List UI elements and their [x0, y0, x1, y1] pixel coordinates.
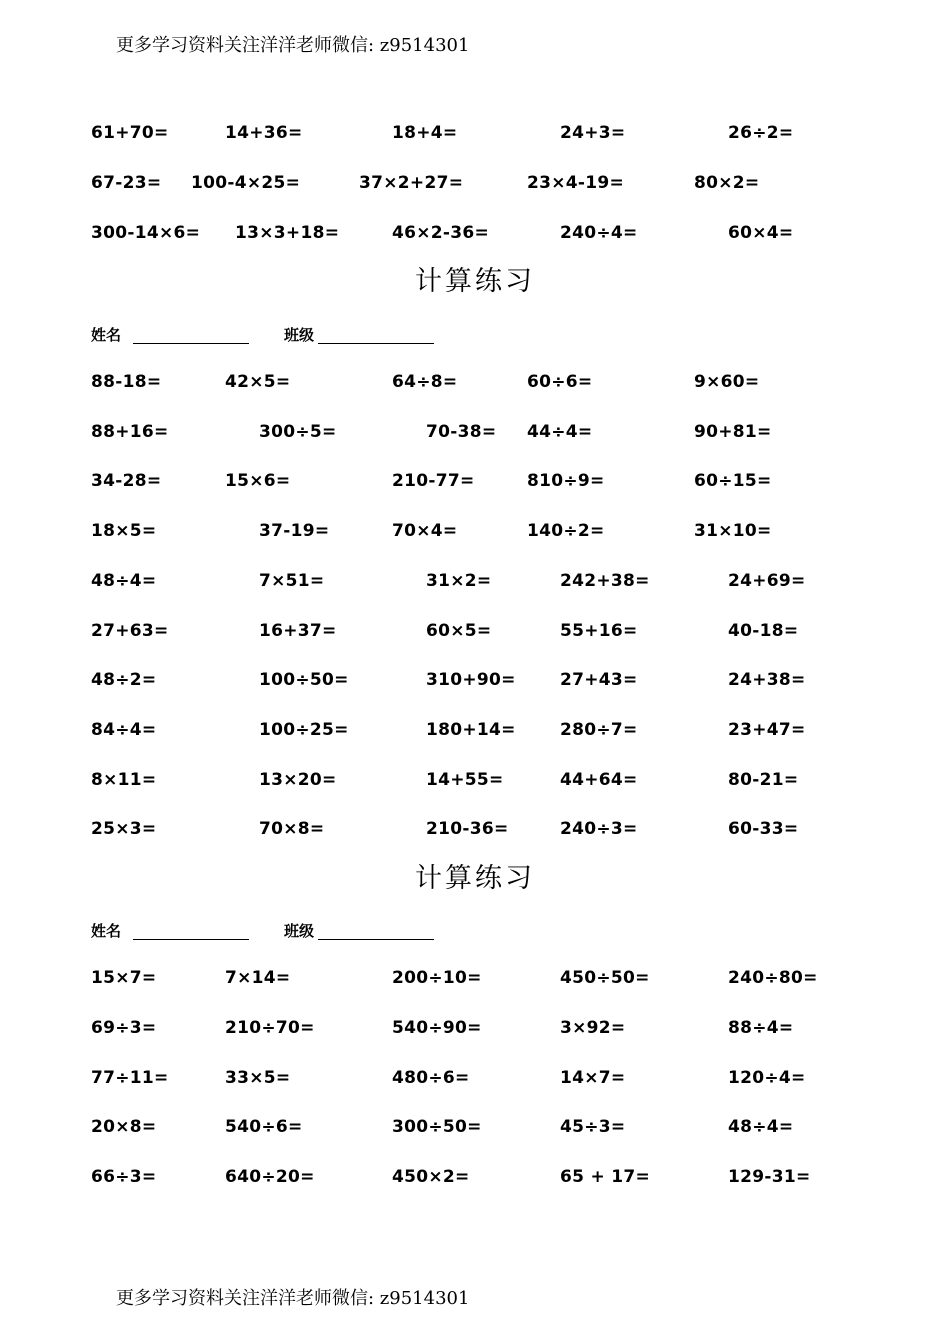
- math-problem: 84÷4=: [91, 719, 157, 740]
- math-problem: 55+16=: [560, 620, 638, 641]
- math-problem: 210-36=: [426, 819, 509, 840]
- exercise-row: [0, 121, 950, 145]
- math-problem: 77÷11=: [91, 1067, 169, 1088]
- math-problem: 210-77=: [392, 471, 475, 492]
- math-problem: 70×8=: [259, 819, 325, 840]
- math-problem: 27+43=: [560, 670, 638, 691]
- exercise-row: [0, 420, 950, 444]
- page-footer: 更多学习资料关注洋洋老师微信: z9514301: [116, 1288, 470, 1309]
- math-problem: 27+63=: [91, 620, 169, 641]
- exercise-row: [0, 668, 950, 692]
- math-problem: 7×14=: [225, 968, 291, 988]
- math-problem: 18×5=: [91, 521, 157, 542]
- math-problem: 9×60=: [694, 372, 760, 392]
- exercise-row: [0, 1115, 950, 1139]
- math-problem: 210÷70=: [225, 1017, 315, 1038]
- math-problem: 31×10=: [694, 521, 772, 542]
- math-problem: 24+38=: [728, 670, 806, 691]
- math-problem: 24+69=: [728, 570, 806, 591]
- exercise-row: [0, 966, 950, 990]
- class-blank-line[interactable]: [318, 343, 434, 344]
- math-problem: 88-18=: [91, 372, 162, 392]
- math-problem: 48÷4=: [91, 570, 157, 591]
- math-problem: 90+81=: [694, 421, 772, 442]
- math-problem: 70×4=: [392, 521, 458, 542]
- math-problem: 23×4-19=: [527, 173, 625, 193]
- math-problem: 14+55=: [426, 769, 504, 790]
- exercise-row: [0, 569, 950, 593]
- name-label: 姓名: [91, 922, 122, 940]
- math-problem: 200÷10=: [392, 968, 482, 988]
- math-problem: 31×2=: [426, 570, 492, 591]
- exercise-row: [0, 1165, 950, 1189]
- name-class-row: [0, 920, 950, 942]
- math-problem: 310+90=: [426, 670, 516, 691]
- math-problem: 8×11=: [91, 769, 157, 790]
- math-problem: 480÷6=: [392, 1067, 470, 1088]
- name-blank-line[interactable]: [133, 939, 249, 940]
- math-problem: 24+3=: [560, 123, 626, 143]
- math-problem: 100÷50=: [259, 670, 349, 691]
- math-problem: 80×2=: [694, 173, 760, 193]
- math-problem: 60÷6=: [527, 372, 593, 392]
- math-problem: 42×5=: [225, 372, 291, 392]
- math-problem: 26÷2=: [728, 123, 794, 143]
- math-problem: 48÷2=: [91, 670, 157, 691]
- math-problem: 67-23=: [91, 173, 162, 193]
- section-title: 计算练习: [415, 266, 535, 297]
- class-blank-line[interactable]: [318, 939, 434, 940]
- math-problem: 33×5=: [225, 1067, 291, 1088]
- math-problem: 242+38=: [560, 570, 650, 591]
- math-problem: 61+70=: [91, 123, 169, 143]
- math-problem: 80-21=: [728, 769, 799, 790]
- math-problem: 66÷3=: [91, 1167, 157, 1188]
- math-problem: 13×3+18=: [235, 223, 340, 243]
- exercise-row: [0, 370, 950, 394]
- page-header: 更多学习资料关注洋洋老师微信: z9514301: [116, 35, 470, 56]
- math-problem: 60×4=: [728, 223, 794, 243]
- math-problem: 23+47=: [728, 719, 806, 740]
- math-problem: 60×5=: [426, 620, 492, 641]
- math-problem: 240÷80=: [728, 968, 818, 988]
- math-problem: 640÷20=: [225, 1167, 315, 1188]
- math-problem: 14×7=: [560, 1067, 626, 1088]
- math-problem: 13×20=: [259, 769, 337, 790]
- math-problem: 65 + 17=: [560, 1167, 651, 1188]
- math-problem: 88÷4=: [728, 1017, 794, 1038]
- class-label: 班级: [284, 326, 315, 344]
- math-problem: 69÷3=: [91, 1017, 157, 1038]
- math-problem: 45÷3=: [560, 1117, 626, 1138]
- math-problem: 300÷5=: [259, 421, 337, 442]
- math-problem: 25×3=: [91, 819, 157, 840]
- math-problem: 3×92=: [560, 1017, 626, 1038]
- math-problem: 20×8=: [91, 1117, 157, 1138]
- math-problem: 280÷7=: [560, 719, 638, 740]
- math-problem: 100÷25=: [259, 719, 349, 740]
- math-problem: 120÷4=: [728, 1067, 806, 1088]
- name-class-row: [0, 324, 950, 346]
- exercise-row: [0, 221, 950, 245]
- math-problem: 44+64=: [560, 769, 638, 790]
- section-title: 计算练习: [415, 863, 535, 894]
- exercise-row: [0, 817, 950, 841]
- math-problem: 300÷50=: [392, 1117, 482, 1138]
- math-problem: 37-19=: [259, 521, 330, 542]
- math-problem: 14+36=: [225, 123, 303, 143]
- name-label: 姓名: [91, 326, 122, 344]
- math-problem: 15×7=: [91, 968, 157, 988]
- exercise-row: [0, 619, 950, 643]
- math-problem: 240÷4=: [560, 223, 638, 243]
- math-problem: 450÷50=: [560, 968, 650, 988]
- math-problem: 48÷4=: [728, 1117, 794, 1138]
- math-problem: 140÷2=: [527, 521, 605, 542]
- math-problem: 88+16=: [91, 421, 169, 442]
- math-problem: 44÷4=: [527, 421, 593, 442]
- exercise-row: [0, 1066, 950, 1090]
- exercise-row: [0, 768, 950, 792]
- math-problem: 100-4×25=: [191, 173, 301, 193]
- math-problem: 540÷90=: [392, 1017, 482, 1038]
- math-problem: 540÷6=: [225, 1117, 303, 1138]
- math-problem: 34-28=: [91, 471, 162, 492]
- class-label: 班级: [284, 922, 315, 940]
- math-problem: 300-14×6=: [91, 223, 201, 243]
- math-problem: 450×2=: [392, 1167, 470, 1188]
- name-blank-line[interactable]: [133, 343, 249, 344]
- math-problem: 180+14=: [426, 719, 516, 740]
- exercise-row: [0, 171, 950, 195]
- math-problem: 240÷3=: [560, 819, 638, 840]
- math-problem: 46×2-36=: [392, 223, 490, 243]
- math-problem: 15×6=: [225, 471, 291, 492]
- math-problem: 7×51=: [259, 570, 325, 591]
- math-problem: 18+4=: [392, 123, 458, 143]
- math-problem: 16+37=: [259, 620, 337, 641]
- math-problem: 810÷9=: [527, 471, 605, 492]
- math-problem: 60-33=: [728, 819, 799, 840]
- exercise-row: [0, 1016, 950, 1040]
- math-problem: 40-18=: [728, 620, 799, 641]
- math-problem: 129-31=: [728, 1167, 811, 1188]
- math-problem: 64÷8=: [392, 372, 458, 392]
- exercise-row: [0, 718, 950, 742]
- exercise-row: [0, 469, 950, 493]
- math-problem: 37×2+27=: [359, 173, 464, 193]
- exercise-row: [0, 519, 950, 543]
- math-problem: 70-38=: [426, 421, 497, 442]
- math-problem: 60÷15=: [694, 471, 772, 492]
